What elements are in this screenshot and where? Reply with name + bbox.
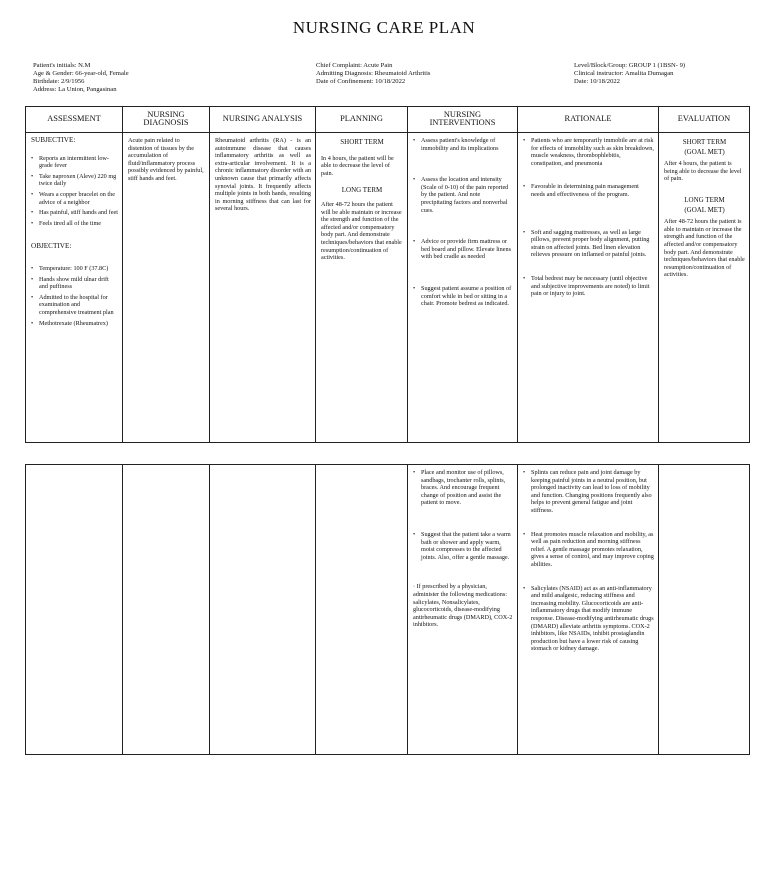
nursing-analysis-text: Rheumatoid arthritis (RA) - is an autoimmune disease that causes inflammatory arthritis as well as extra-articular involvement. It is a chronic inflammatory disorder with an unknown cause that primarily affects synovial joints. It frequently affects multiple joints in both hands, resulting in morning stiffness that can last for several hours. [215, 137, 311, 213]
header-rationale: RATIONALE [518, 107, 659, 133]
header-assessment: ASSESSMENT [26, 107, 123, 133]
header-evaluation: EVALUATION [659, 107, 750, 133]
care-plan-table-continued [25, 464, 750, 755]
nursing-analysis-cell [210, 133, 316, 443]
list-item: • Take naproxen (Aleve) 220 mg twice daily [31, 173, 118, 188]
assessment-cell-empty [26, 465, 123, 755]
eval-short-term-text: After 4 hours, the patient is being able to decrease the level of pain. [664, 160, 742, 183]
admission-info [316, 62, 430, 86]
list-item: • Hands show mild ulnar drift and puffiness [31, 276, 118, 291]
list-item: • Soft and sagging mattresses, as well as large pillows, prevent proper body alignment, putting strain on affected joints. Bed linen elevation relieves pressure on inflamed or painful joints. [523, 229, 654, 259]
evaluation-cell [659, 133, 750, 443]
interventions-cell [408, 465, 518, 755]
list-item: • Feels tired all of the time [31, 220, 118, 228]
planning-cell [316, 133, 408, 443]
list-item: • Heat promotes muscle relaxation and mobility, as well as pain reduction and morning stiffness relief. A gentle massage promotes relaxation, gives a sense of control, and may improve coping abilities. [523, 531, 654, 569]
level-block-group: Level/Block/Group: GROUP 1 (1BSN- 9) [574, 62, 686, 69]
long-term-goal: After 48-72 hours the patient will be able maintain or increase the strength and function of the affected and/or compensatory body part. And demonstrate techniques/behaviors that enable resumption/continuation of activities. [321, 200, 402, 262]
list-item: • Temperature: 100 F (37.8C) [31, 265, 118, 273]
group-info [574, 62, 685, 86]
table-row [26, 133, 750, 443]
eval-long-term-label: LONG TERM [684, 195, 725, 204]
patient-address: Address: La Union, Pangasinan [33, 86, 117, 93]
list-item: • Wears a copper bracelet on the advice of a neighbor [31, 191, 118, 206]
list-item: • Favorable in determining pain management needs and effectiveness of the program. [523, 183, 654, 198]
page-title: NURSING CARE PLAN [292, 18, 476, 37]
intervention-medications: · If prescribed by a physician, administer the following medications: salicylates, Nonsalicylates, glucocorticoids, disease-modifying antirheumatic drugs (DMARD), COX-2 inhibitors. [413, 583, 513, 629]
header-planning: PLANNING [316, 107, 408, 133]
eval-short-term-label: SHORT TERM [682, 138, 727, 146]
nursing-analysis-cell-empty [210, 465, 316, 755]
list-item: • Salicylates (NSAID) act as an anti-inflammatory and mild analgesic, reducing stiffness and increasing mobility. Glucocorticoids are anti-inflammatory drugs that modify immune response. Disease-modifying antirheumatic drugs (DMARD) alleviate arthritis symptoms. COX-2 inhibitors, like NSAIDs, inhibit prostaglandin production but have a lower risk of causing stomach or kidney damage. [523, 585, 654, 653]
patient-age-gender: Age & Gender: 66-year-old, Female [33, 70, 129, 77]
clinical-instructor: Clinical instructor: Amalita Dumagan [574, 70, 674, 77]
eval-short-term-status: (GOAL MET) [684, 147, 725, 156]
short-term-label: SHORT TERM [340, 138, 384, 146]
list-item: • Has painful, stiff hands and feet [31, 209, 118, 217]
list-item: • Total bedrest may be necessary (until objective and subjective improvements are noted) to limit pain or injury to joint. [523, 275, 654, 298]
objective-label: OBJECTIVE: [31, 242, 72, 251]
list-item: • Assess the location and intensity (Scale of 0-10) of the pain reported by the patient. And note precipitating factors and nonverbal cues. [413, 176, 513, 214]
patient-info [33, 62, 129, 94]
patient-initials: Patient's initials: N.M [33, 62, 91, 69]
eval-long-term-text: After 48-72 hours the patient is able to maintain or increase the strength and function of the affected and/or compensatory body part. And demonstrate techniques/behaviors that enable resumption/continuation of activities. [664, 218, 745, 279]
table-row [26, 465, 750, 755]
eval-long-term-status: (GOAL MET) [684, 205, 725, 214]
list-item: • Advice or provide firm mattress or bed board and pillow. Elevate linens with bed cradle as needed [413, 238, 513, 261]
list-item: • Suggest patient assume a position of comfort while in bed or sitting in a chair. Promote bedrest as indicated. [413, 285, 513, 308]
short-term-goal: In 4 hours, the patient will be able to decrease the level of pain. [321, 154, 394, 177]
table-header-row [26, 107, 750, 133]
list-item: • Splints can reduce pain and joint damage by keeping painful joints in a neutral position, but prolonged inactivity can lead to loss of mobility and function. Changing positions frequently also helps to prevent general fatigue and joint stiffness. [523, 469, 654, 515]
evaluation-cell-empty [659, 465, 750, 755]
list-item: • Assess patient's knowledge of immobility and its implications [413, 137, 513, 152]
list-item: • Methotrexate (Rheumatrex) [31, 320, 118, 328]
care-plan-table [25, 106, 750, 443]
chief-complaint: Chief Complaint: Acute Pain [316, 62, 393, 69]
nursing-diagnosis-text: Acute pain related to distention of tissues by the accumulation of fluid/inflammatory process possibly evidenced by painful, stiff hands and feet. [128, 137, 204, 182]
subjective-label: SUBJECTIVE: [31, 136, 76, 144]
date-of-confinement: Date of Confinement: 10/18/2022 [316, 78, 406, 85]
list-item: • Patients who are temporarily immobile are at risk for effects of immobility such as skin breakdown, muscle weakness, thrombophlebitis, constipation, and pneumonia [523, 137, 654, 167]
assessment-cell [26, 133, 123, 443]
nursing-diagnosis-cell [123, 133, 210, 443]
list-item: • Admitted to the hospital for examination and comprehensive treatment plan [31, 294, 118, 317]
header-nursing-diagnosis: NURSING DIAGNOSIS [123, 107, 210, 133]
long-term-label: LONG TERM [341, 186, 383, 195]
header-nursing-interventions: NURSING INTERVENTIONS [408, 107, 518, 133]
plan-date: Date: 10/18/2022 [574, 78, 620, 85]
rationale-cell [518, 133, 659, 443]
list-item: • Place and monitor use of pillows, sandbags, trochanter rolls, splints, braces. And encourage frequent change of position and assist the patient to move. [413, 469, 513, 507]
rationale-cell [518, 465, 659, 755]
header-nursing-analysis: NURSING ANALYSIS [210, 107, 316, 133]
list-item: • Reports an intermittent low-grade fever [31, 155, 118, 170]
planning-cell-empty [316, 465, 408, 755]
nursing-diagnosis-cell-empty [123, 465, 210, 755]
list-item: • Suggest that the patient take a warm bath or shower and apply warm, moist compresses to the affected joints. Also, offer a gentle massage. [413, 531, 513, 561]
interventions-cell [408, 133, 518, 443]
admitting-diagnosis: Admitting Diagnosis: Rheumatoid Arthritis [316, 70, 431, 77]
patient-birthdate: Birthdate: 2/9/1956 [33, 78, 85, 85]
